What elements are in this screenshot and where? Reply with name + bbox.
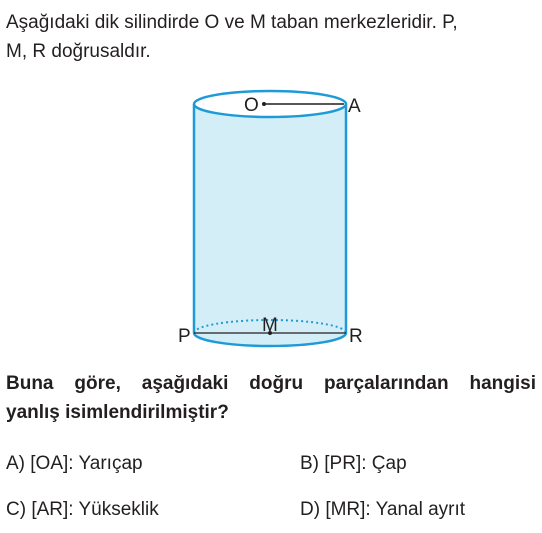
intro-line-2: M, R doğrusaldır.	[6, 41, 151, 62]
point-o	[262, 102, 266, 106]
intro-line-1: Aşağıdaki dik silindirde O ve M taban merkezleridir. P,	[6, 12, 458, 33]
label-m: M	[262, 315, 278, 336]
option-a[interactable]: A) [OA]: Yarıçap	[6, 453, 143, 474]
cylinder-body	[194, 104, 346, 346]
label-r: R	[349, 326, 363, 347]
option-c[interactable]: C) [AR]: Yükseklik	[6, 499, 159, 520]
question-line-1: Buna göre, aşağıdaki doğru parçalarından hangisi	[6, 373, 536, 394]
label-o: O	[244, 95, 259, 116]
label-a: A	[348, 96, 361, 117]
question-text	[6, 369, 536, 427]
label-p: P	[178, 326, 191, 347]
option-b[interactable]: B) [PR]: Çap	[300, 453, 407, 474]
option-d[interactable]: D) [MR]: Yanal ayrıt	[300, 499, 466, 520]
question-line-2: yanlış isimlendirilmiştir?	[6, 402, 229, 423]
